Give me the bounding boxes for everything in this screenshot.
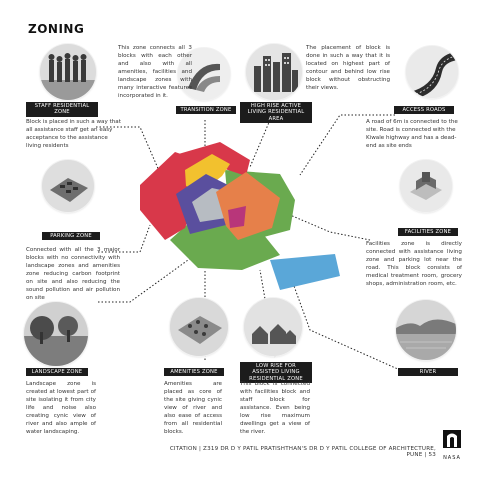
high-rise-label: HIGH RISE ACTIVE LIVING RESIDENTIAL AREA [240, 102, 312, 123]
access-roads-label: ACCESS ROADS [394, 106, 454, 114]
site-zoning-plan [130, 130, 340, 295]
landscape-label: LANDSCAPE ZONE [26, 368, 88, 376]
amenities-text: Amenities are placed as core of the site giving cynic view of river and also ease of access from all residential blocks. [164, 381, 222, 435]
low-rise-houses-icon [244, 298, 302, 356]
parking-text: Connected with all the 3 major blocks with no connectivity with landscape zones and amenities zone reducing carbon footprint on site and also reducing the sound pollution and air pollution on site [26, 247, 120, 301]
access-roads-text: A road of 6m is connected to the site. Road is connected with the Kiwale highway and has a dead-end as site ends [366, 119, 458, 149]
staff-residential-label: STAFF RESIDENTIAL ZONE [26, 102, 98, 117]
page-title: ZONING [28, 22, 85, 36]
facilities-label: FACILITIES ZONE [398, 228, 458, 236]
landscape-text: Landscape zone is created at lowest part of site isolating it from city life and noise also creating cynic view of river and also ample of water landscaping. [26, 381, 96, 435]
amenities-label: AMENITIES ZONE [164, 368, 224, 376]
high-rise-text: The placement of block is done in such a way that it is located on highest part of contour and behind low rise block without obstructing their views. [306, 45, 390, 91]
facilities-building-icon [400, 160, 452, 212]
parking-label: PARKING ZONE [42, 232, 100, 240]
transition-label: TRANSITION ZONE [176, 106, 236, 114]
river-label: RIVER [398, 368, 458, 376]
landscape-photo [24, 302, 88, 366]
high-rise-buildings-icon [246, 44, 302, 100]
facilities-text: Facilities zone is directly connected with assistance living zone and parking lot near the road. This block consists of medical treatment room, grocery shops, administration room, etc. [366, 241, 462, 287]
nasa-logo-text: NASA [443, 455, 461, 461]
access-road-icon [406, 46, 458, 98]
transition-text: This zone connects all 3 blocks with each other and also with all amenities, facilities and landscape zones with many interactive features incorporated in it. [118, 45, 192, 99]
parking-icon [42, 160, 94, 212]
low-rise-text: This block is connected with facilities block and staff block for assistance. Even being low rise maximum dwellings get a view of the river. [240, 381, 310, 435]
low-rise-label: LOW RISE FOR ASSISTED LIVING RESIDENTIAL ZONE [240, 362, 312, 383]
staff-residential-photo [40, 44, 96, 100]
citation-footer: CITATION | Z319 DR D Y PATIL PRATISHTHAN'S DR D Y PATIL COLLEGE OF ARCHITECTURE, PUNE | 53 [169, 446, 436, 458]
staff-residential-text: Block is placed in such a way that all assistance staff get an easy acceptance to the assistance living residents [26, 119, 121, 149]
nasa-logo [442, 430, 462, 454]
river-area [270, 254, 340, 290]
amenities-icon [170, 298, 228, 356]
river-photo [396, 300, 456, 360]
